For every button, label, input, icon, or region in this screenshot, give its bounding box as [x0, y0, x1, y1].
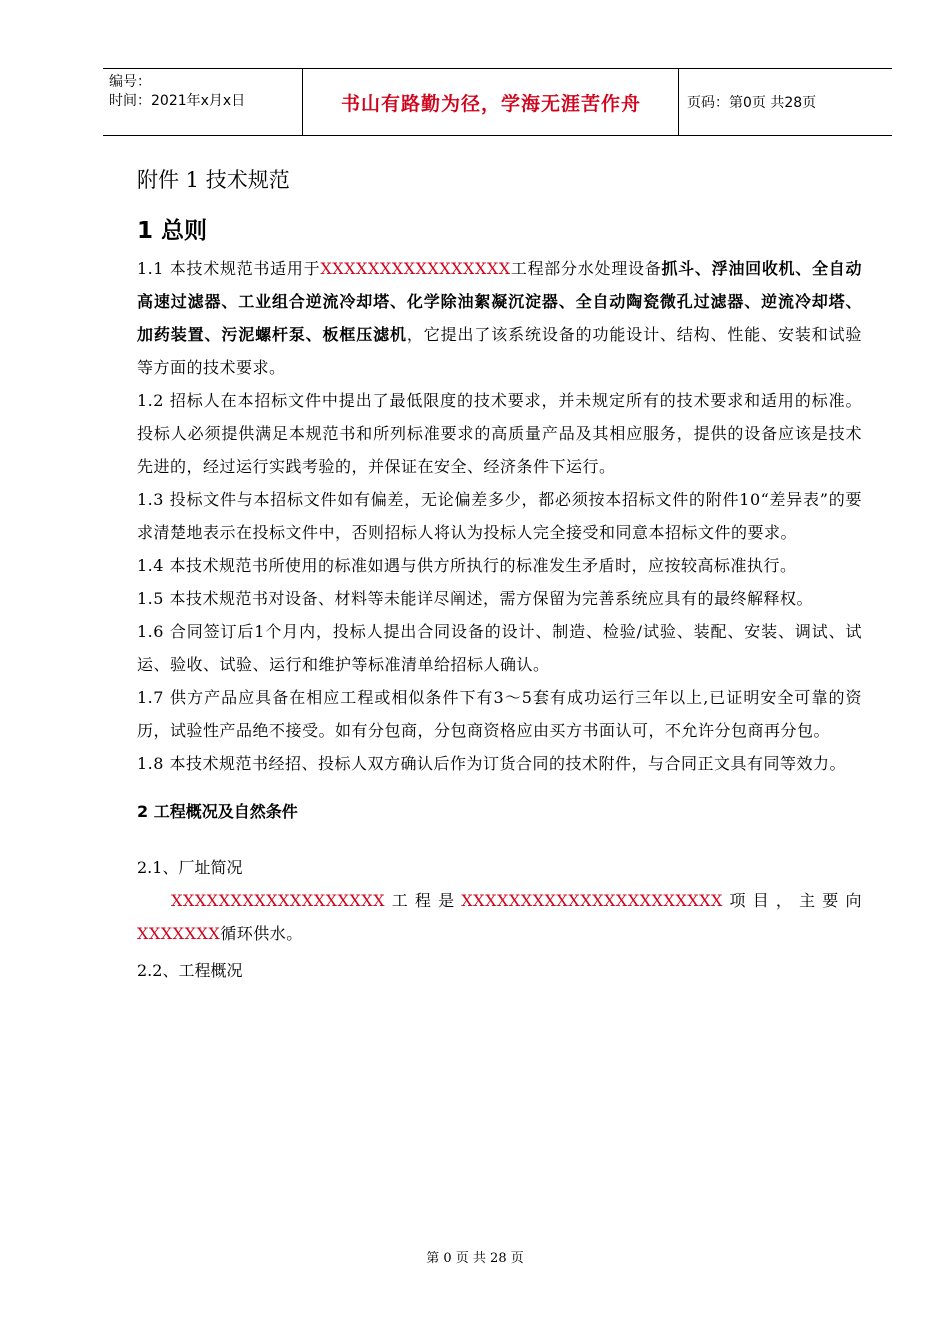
paragraph-1-1 — [137, 252, 862, 384]
p1-equipment-list: 抓斗、浮油回收机、全自动高速过滤器、工业组合逆流冷却塔、化学除油絮凝沉淀器、全自动陶瓷微孔过滤器、逆流冷却塔、加药装置、污泥螺杆泵、板框压滤机 — [137, 259, 862, 344]
subsection-2-2-title: 2.2、工程概况 — [137, 961, 243, 980]
site-text-1: 工程是 — [385, 891, 462, 910]
site-description — [137, 884, 862, 950]
site-placeholder-1: XXXXXXXXXXXXXXXXXX — [171, 891, 386, 910]
p1-placeholder: XXXXXXXXXXXXXXXX — [320, 259, 511, 278]
p1-mid: 工程部分水处理设备 — [510, 259, 662, 278]
paragraph-1-2: 1.2 招标人在本招标文件中提出了最低限度的技术要求，并未规定所有的技术要求和适用的标准。投标人必须提供满足本规范书和所列标准要求的高质量产品及其相应服务，提供的设备应该是技术先进的，经过运行实践考验的，并保证在安全、经济条件下运行。 — [137, 391, 862, 476]
number-label: 编号： — [109, 74, 151, 90]
annex-title: 附件 1 技术规范 — [137, 168, 290, 192]
paragraph-1-5: 1.5 本技术规范书对设备、材料等未能详尽阐述，需方保留为完善系统应具有的最终解释权。 — [137, 589, 814, 608]
p1-prefix: 1.1 本技术规范书适用于 — [137, 259, 321, 278]
site-placeholder-2: XXXXXXXXXXXXXXXXXXXXXX — [461, 891, 723, 910]
section-2-title: 2 工程概况及自然条件 — [137, 802, 298, 821]
site-text-2: 项目，主要向 — [722, 891, 862, 910]
subsection-2-1-title: 2.1、厂址简况 — [137, 858, 243, 877]
page-footer: 第 0 页 共 28 页 — [426, 1251, 524, 1266]
site-placeholder-3: XXXXXXX — [137, 924, 221, 943]
paragraph-1-8: 1.8 本技术规范书经招、投标人双方确认后作为订货合同的技术附件，与合同正文具有同等效力。 — [137, 754, 847, 773]
paragraph-1-3: 1.3 投标文件与本招标文件如有偏差，无论偏差多少，都必须按本招标文件的附件10“差异表”的要求清楚地表示在投标文件中，否则招标人将认为投标人完全接受和同意本招标文件的要求。 — [137, 490, 862, 542]
page-header — [103, 68, 892, 136]
header-meta — [103, 69, 303, 135]
site-text-3: 循环供水。 — [220, 924, 303, 943]
document-body — [137, 150, 862, 987]
paragraph-1-6: 1.6 合同签订后1个月内，投标人提出合同设备的设计、制造、检验/试验、装配、安装、调试、试运、验收、试验、运行和维护等标准清单给招标人确认。 — [137, 622, 862, 674]
paragraph-1-4: 1.4 本技术规范书所使用的标准如遇与供方所执行的标准发生矛盾时，应按较高标准执行。 — [137, 556, 797, 575]
section-1-title: 1 总则 — [137, 218, 208, 244]
header-motto: 书山有路勤为径，学海无涯苦作舟 — [304, 69, 679, 135]
paragraph-1-7: 1.7 供方产品应具备在相应工程或相似条件下有3～5套有成功运行三年以上,已证明安全可靠的资历，试验性产品绝不接受。如有分包商，分包商资格应由买方书面认可，不允许分包商再分包。 — [137, 688, 862, 740]
time-label: 时间：2021年x月x日 — [109, 93, 246, 109]
p1-suffix: ，它提出了该系统设备的功能设计、结构、性能、安装和试验等方面的技术要求。 — [137, 325, 862, 377]
header-page-info: 页码：第0页 共28页 — [687, 95, 817, 111]
